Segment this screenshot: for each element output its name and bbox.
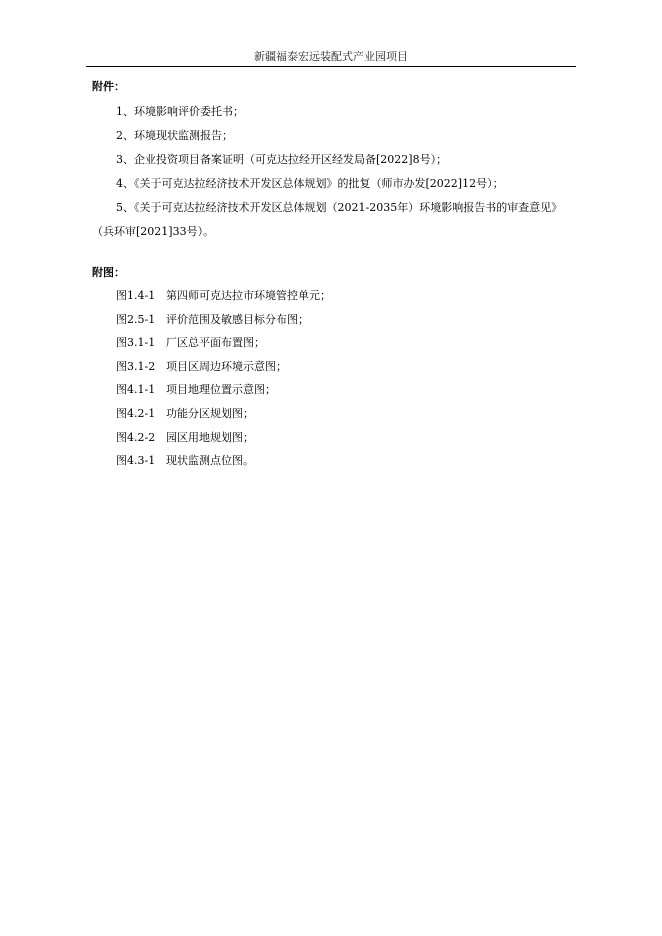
- page-body: [92, 78, 578, 473]
- figure-item: [92, 355, 578, 379]
- attachments-list: [92, 100, 578, 244]
- section-gap: [92, 244, 578, 264]
- figures-title: 附图：: [92, 266, 125, 279]
- figure-item: [92, 331, 578, 355]
- figure-number: 图4.2-2: [116, 430, 156, 444]
- header-rule: [86, 66, 576, 67]
- figure-number: 图4.3-1: [116, 454, 156, 468]
- attachment-item: 3、企业投资项目备案证明（可克达拉经开区经发局备[2022]8号）；: [116, 153, 448, 166]
- figure-label: 项目地理位置示意图；: [166, 383, 276, 397]
- attachment-item: 1、环境影响评价委托书；: [116, 105, 244, 118]
- figure-label: 园区用地规划图；: [166, 430, 254, 444]
- figure-label: 项目区周边环境示意图；: [166, 359, 287, 373]
- figure-item: [92, 378, 578, 402]
- figure-item: [92, 426, 578, 450]
- attachments-title: 附件：: [92, 80, 125, 93]
- figure-label: 功能分区规划图；: [166, 406, 254, 420]
- figure-item: [92, 449, 578, 473]
- figure-number: 图3.1-2: [116, 359, 156, 373]
- figure-label: 现状监测点位图。: [166, 454, 254, 468]
- figure-number: 图1.4-1: [116, 289, 156, 302]
- page-header: 新疆福泰宏远装配式产业园项目: [254, 50, 408, 63]
- attachment-item: 4、《关于可克达拉经济技术开发区总体规划》的批复（师市办发[2022]12号）；: [116, 177, 504, 190]
- figure-label: 第四师可克达拉市环境管控单元；: [166, 289, 331, 302]
- attachment-item: 5、《关于可克达拉经济技术开发区总体规划（2021-2035年）环境影响报告书的审查意见》（兵环审[2021]33号）。: [92, 201, 563, 238]
- attachment-item: 2、环境现状监测报告；: [116, 129, 233, 142]
- figure-number: 图4.2-1: [116, 406, 156, 420]
- figure-number: 图3.1-1: [116, 336, 156, 350]
- figure-label: 厂区总平面布置图；: [166, 336, 265, 350]
- figure-number: 图4.1-1: [116, 383, 156, 397]
- figures-list: [92, 284, 578, 473]
- figure-number: 图2.5-1: [116, 312, 156, 326]
- figure-item: [92, 284, 578, 308]
- figure-item: [92, 308, 578, 332]
- figure-item: [92, 402, 578, 426]
- figure-label: 评价范围及敏感目标分布图；: [166, 312, 309, 326]
